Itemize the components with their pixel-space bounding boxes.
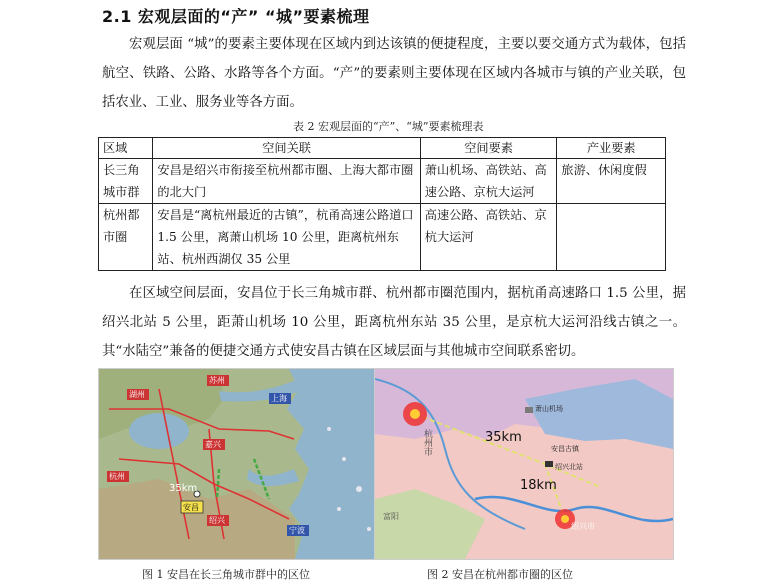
label-jiaxing: 嘉兴	[205, 440, 221, 449]
hangzhou-metro-map-image	[375, 369, 673, 559]
label-hangzhou-city: 杭州市	[422, 429, 432, 456]
label-anchang: 安昌	[183, 503, 199, 512]
label-ningbo: 宁波	[289, 526, 305, 535]
table-caption: 表 2 宏观层面的“产”、“城”要素梳理表	[293, 120, 484, 133]
taihu-lake	[129, 413, 189, 449]
table-cell: 安昌是“离杭州最近的古镇”，杭甬高速公路道口 1.5 公里，离萧山机场 10 公里，距离杭州东站、杭州西湖仅 35 公里	[153, 204, 420, 271]
distance-label: 35km	[169, 483, 198, 494]
airport-icon	[525, 407, 533, 413]
table-cell: 安昌是绍兴市衔接至杭州都市圈、上海大都市圈的北大门	[153, 159, 420, 204]
section-heading: 2.1 宏观层面的“产” “城”要素梳理	[102, 7, 370, 26]
table-header: 区域	[99, 138, 153, 159]
hangzhou-metro-map	[374, 368, 674, 560]
distance-18km: 18km	[520, 478, 557, 493]
table-cell: 长三角城市群	[99, 159, 153, 204]
label-suzhou: 苏州	[209, 376, 225, 385]
yangtze-delta-map-image	[99, 369, 397, 559]
paragraph-city-elements: 宏观层面 “城”的要素主要体现在区域内到达该镇的便捷程度，主要以要交通方式为载体，包括航空、铁路、公路、水路等各个方面。“产”的要素则主要体现在区域内各城市与镇的产业关联，包括农业、工业、服务业等各方面。	[102, 37, 686, 110]
elements-table	[98, 137, 666, 271]
table-cell: 萧山机场、高铁站、高速公路、京杭大运河	[420, 159, 557, 204]
table-cell	[557, 204, 666, 271]
yangtze-delta-map	[98, 368, 398, 560]
table-header: 产业要素	[557, 138, 666, 159]
label-shanghai: 上海	[271, 394, 287, 403]
paragraph-location: 在区域空间层面，安昌位于长三角城市群、杭州都市圈范围内，据杭甬高速路口 1.5 公里，据绍兴北站 5 公里，距萧山机场 10 公里，距离杭州东站 35 公里，是京杭大运河沿线古镇之一。其“水陆空”兼备的便捷交通方式使安昌古镇在区域层面与其他城市空间联系密切。	[102, 286, 686, 359]
label-shaoxing: 绍兴	[209, 516, 225, 525]
label-anchang-town: 安昌古镇	[551, 445, 579, 453]
table-header: 空间要素	[420, 138, 557, 159]
table-cell: 杭州都市圈	[99, 204, 153, 271]
label-airport: 萧山机场	[535, 405, 563, 413]
label-hangzhou: 杭州	[109, 472, 125, 481]
distance-35km: 35km	[485, 430, 522, 445]
table-row	[99, 159, 666, 204]
label-fuyang: 富阳	[383, 512, 399, 521]
table-cell: 高速公路、高铁站、京杭大运河	[420, 204, 557, 271]
table-header-row	[99, 138, 666, 159]
label-shaoxing-city: 绍兴市	[571, 522, 595, 531]
figure1-caption: 图 1 安昌在长三角城市群中的区位	[142, 568, 310, 581]
label-huzhou: 湖州	[129, 390, 145, 399]
table-header: 空间关联	[153, 138, 420, 159]
station-icon	[545, 461, 553, 467]
figure2-caption: 图 2 安昌在杭州都市圈的区位	[427, 568, 573, 581]
label-shaoxing-north: 绍兴北站	[555, 463, 583, 471]
table-row	[99, 204, 666, 271]
table-cell: 旅游、休闲度假	[557, 159, 666, 204]
